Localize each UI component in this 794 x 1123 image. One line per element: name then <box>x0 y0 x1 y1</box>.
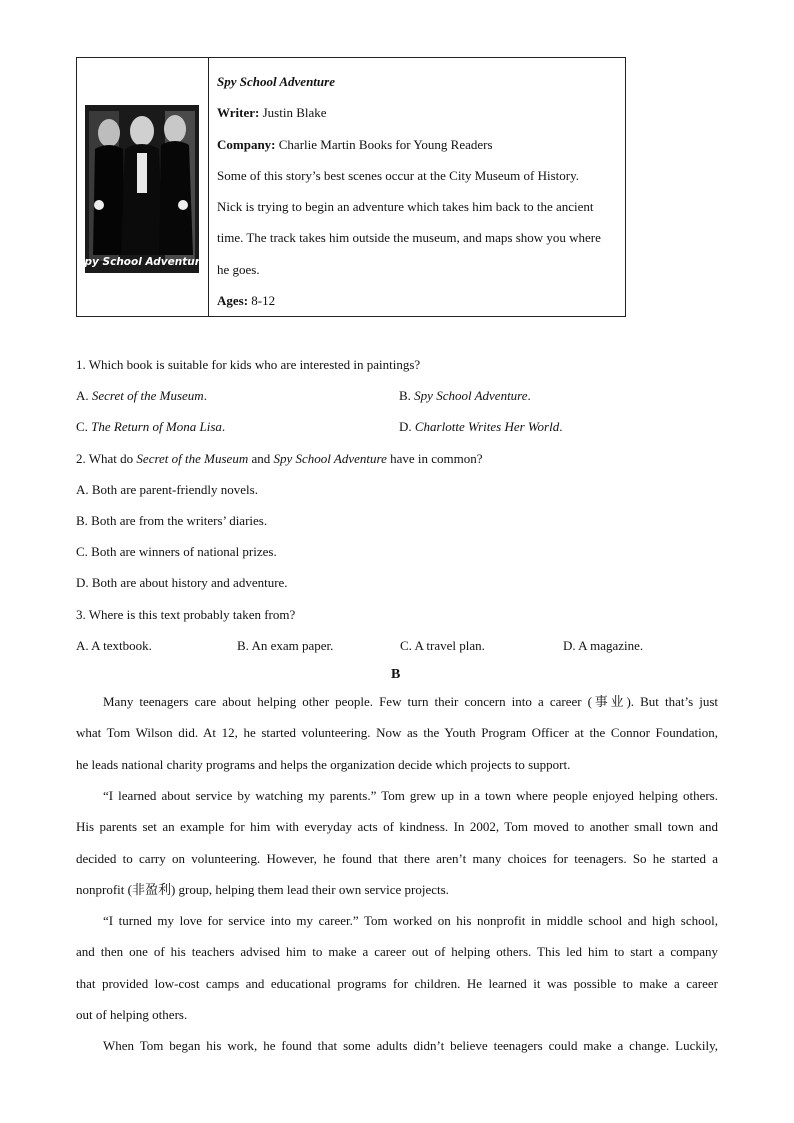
paragraph-line: he leads national charity programs and helps the organization decide which projects to support. <box>76 756 571 772</box>
ages-value: 8-12 <box>251 293 276 309</box>
q3-option-b: B. An exam paper. <box>237 638 334 653</box>
paragraph-1 <box>76 686 718 780</box>
q2-option-c: C. Both are winners of national prizes. <box>76 544 277 559</box>
option-suffix: . <box>221 419 226 434</box>
option-suffix: . <box>527 388 531 403</box>
option-prefix: A. <box>76 388 92 403</box>
company-line <box>217 129 625 160</box>
book-cover-image <box>76 105 208 273</box>
question-2-stem <box>76 451 483 467</box>
paragraph-3 <box>76 905 718 1030</box>
company-value: Charlie Martin Books for Young Readers <box>278 136 493 152</box>
q3-option-c: C. A travel plan. <box>400 638 485 653</box>
q3-option-a: A. A textbook. <box>76 638 152 653</box>
option-suffix: . <box>559 419 563 434</box>
stem-text: and <box>248 451 274 466</box>
q1-option-c <box>76 419 225 435</box>
cover-title-text: Spy School Adventure <box>76 256 208 268</box>
paragraph-line: and then one of his teachers advised him to make a career out of helping others. This led him to start a company <box>76 944 718 960</box>
option-title: The Return of Mona Lisa <box>91 419 222 434</box>
paragraph-line: “I learned about service by watching my parents.” Tom grew up in a town where people enjoyed helping others. <box>103 788 718 803</box>
stem-title: Spy School Adventure <box>273 451 387 466</box>
description-line: he goes. <box>217 261 260 277</box>
paragraph-2 <box>76 780 718 905</box>
paragraph-line: decided to carry on volunteering. However, he found that there aren’t many choices for teenagers. So he started a <box>76 850 718 866</box>
writer-value: Justin Blake <box>262 105 327 121</box>
paragraph-line: that provided low-cost camps and educational programs for children. He learned it was possible to make a career <box>76 975 718 991</box>
description-line: Some of this story’s best scenes occur at the City Museum of History. <box>217 167 580 183</box>
q1-option-d <box>399 419 562 435</box>
ages-label: Ages: <box>217 293 249 309</box>
option-suffix: . <box>203 388 207 403</box>
q2-option-d: D. Both are about history and adventure. <box>76 575 288 590</box>
stem-text: 2. What do <box>76 451 137 466</box>
paragraph-line: “I turned my love for service into my career.” Tom worked on his nonprofit in middle school and high school, <box>103 913 718 928</box>
option-title: Secret of the Museum <box>91 388 204 403</box>
paragraph-line: His parents set an example for him with everyday acts of kindness. In 2002, Tom moved to another small town and <box>76 819 718 835</box>
book-details <box>209 58 625 316</box>
q2-option-b: B. Both are from the writers’ diaries. <box>76 513 268 528</box>
description-line: time. The track takes him outside the museum, and maps show you where <box>217 230 601 246</box>
writer-line <box>217 97 625 128</box>
stem-text: have in common? <box>386 451 483 466</box>
paragraph-line: nonprofit (非盈利) group, helping them lead their own service projects. <box>76 881 449 897</box>
company-label: Company: <box>217 136 276 152</box>
paragraph-line: When Tom began his work, he found that some adults didn’t believe teenagers could make a change. Luckily, <box>103 1038 718 1053</box>
q1-option-a <box>76 388 207 404</box>
q1-option-b <box>399 388 531 404</box>
paragraph-line: out of helping others. <box>76 1006 188 1022</box>
cover-cell <box>77 58 209 316</box>
stem-title: Secret of the Museum <box>136 451 249 466</box>
paragraph-4 <box>76 1030 718 1061</box>
question-3-stem: 3. Where is this text probably taken from? <box>76 607 296 622</box>
book-title: Spy School Adventure <box>217 74 335 89</box>
option-prefix: B. <box>399 388 415 403</box>
section-heading: B <box>391 667 401 682</box>
description-line: Nick is trying to begin an adventure which takes him back to the ancient <box>217 199 594 215</box>
option-prefix: C. <box>76 419 92 434</box>
question-1-stem: 1. Which book is suitable for kids who are interested in paintings? <box>76 357 421 372</box>
option-title: Spy School Adventure <box>414 388 528 403</box>
book-info-table <box>76 57 626 317</box>
paragraph-line: what Tom Wilson did. At 12, he started volunteering. Now as the Youth Program Officer at the Connor Foundation, <box>76 725 718 741</box>
ages-line <box>217 285 625 316</box>
option-title: Charlotte Writes Her World <box>414 419 560 434</box>
option-prefix: D. <box>399 419 415 434</box>
paragraph-line: Many teenagers care about helping other people. Few turn their concern into a career (事业). But that’s just <box>103 694 718 709</box>
q2-option-a: A. Both are parent-friendly novels. <box>76 482 258 497</box>
writer-label: Writer: <box>217 105 260 121</box>
q3-option-d: D. A magazine. <box>563 638 644 653</box>
